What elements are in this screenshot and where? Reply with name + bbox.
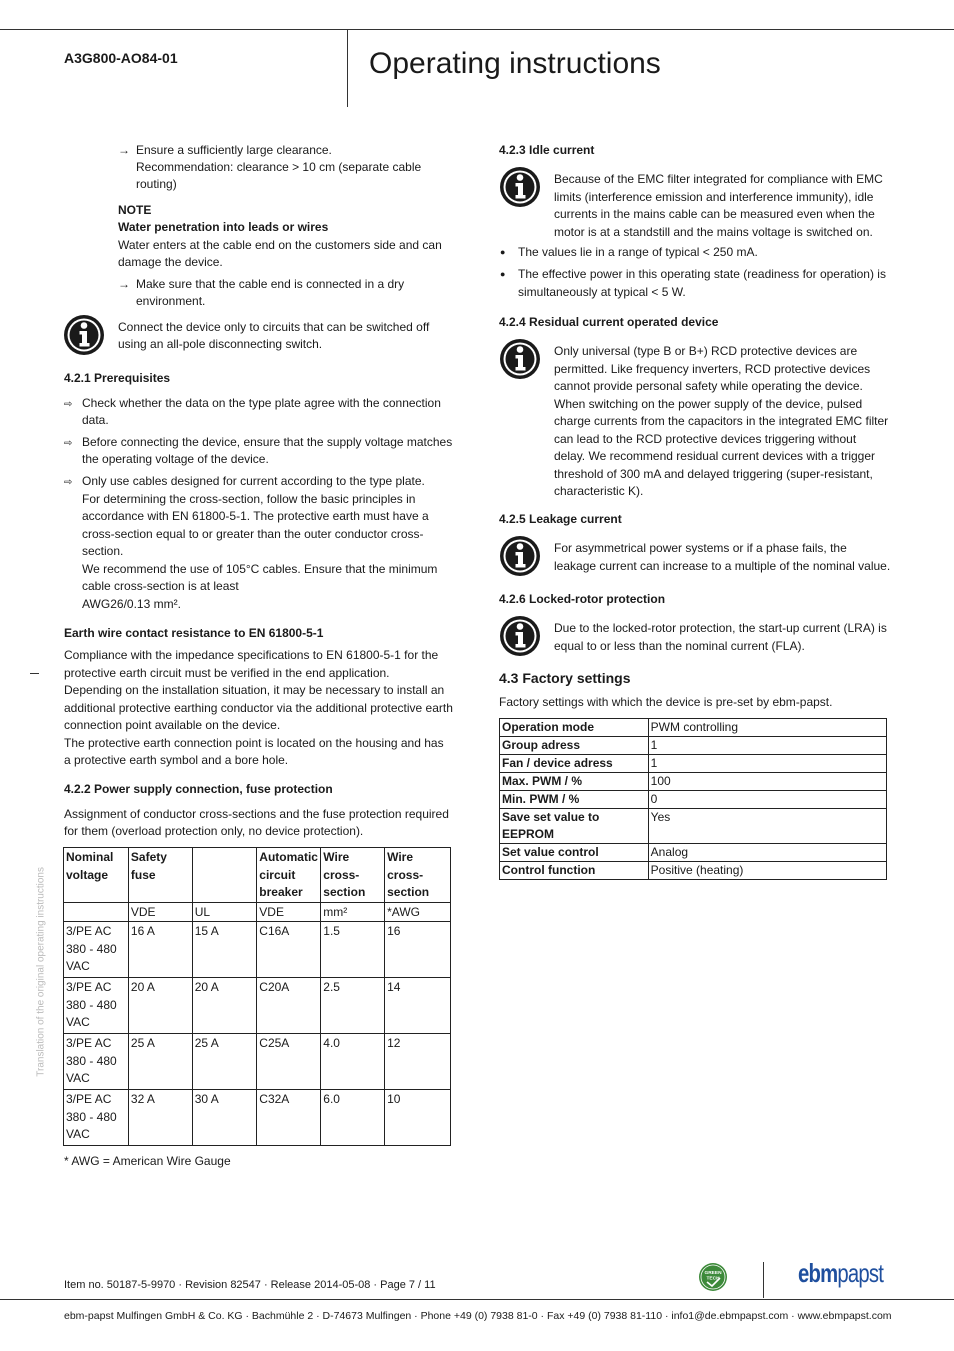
table-row (64, 978, 451, 1034)
footer-rule (0, 1299, 954, 1300)
table-row (500, 773, 887, 791)
rcd-info-block (554, 343, 888, 501)
rcd-info-line: cannot provide personal safety while operating the device. (554, 379, 863, 393)
voltage-cell: 3/PE AC 380 - 480 VAC (64, 922, 129, 978)
table-row (500, 737, 887, 755)
note-text-2: damage the device. (118, 255, 223, 269)
prereq-3-line: We recommend the use of 105°C cables. Ensure that the minimum (82, 561, 438, 576)
clearance-line-3: routing) (136, 177, 177, 191)
prereq-1-line-2: data. (82, 413, 109, 427)
voltage-cell: 3/PE AC 380 - 480 VAC (64, 1034, 129, 1090)
setting-value: PWM controlling (648, 719, 886, 737)
breaker-cell: C32A (257, 1090, 321, 1146)
table-row (500, 755, 887, 773)
green-tech-badge (698, 1262, 728, 1292)
rcd-info-line: Only universal (type B or B+) RCD protective devices are (554, 344, 858, 358)
vde-fuse-cell: 20 A (128, 978, 192, 1034)
prereq-3-line: accordance with EN 61800-5-1. The protective earth must have a (82, 509, 429, 523)
leak-info-line: leakage current can increase to a multiple of the nominal value. (554, 558, 891, 573)
power-text-2: for them (overload protection only, no device protection). (64, 824, 364, 838)
earth-text-line: connection point available on the device. (64, 718, 281, 732)
mm2-cell: 1.5 (321, 922, 385, 978)
logo-ebm: ebm (798, 1258, 838, 1288)
ebmpapst-logo (798, 1258, 883, 1288)
unit-cell (64, 902, 129, 922)
leak-heading: 4.2.5 Leakage current (499, 512, 622, 526)
setting-value: Yes (648, 809, 886, 844)
setting-value: 100 (648, 773, 886, 791)
setting-value: 0 (648, 791, 886, 809)
prereq-2-line-1: Before connecting the device, ensure that the supply voltage matches (82, 435, 453, 449)
table-row (64, 1034, 451, 1090)
note-subtitle: Water penetration into leads or wires (118, 220, 329, 234)
factory-settings-table (499, 718, 887, 880)
rcd-info-line: When switching on the power supply of the device, pulsed (554, 396, 863, 411)
setting-key: Group adress (500, 737, 649, 755)
info-icon (499, 338, 541, 380)
header-cell: Automatic circuit breaker (257, 848, 321, 903)
setting-key: Save set value to EEPROM (500, 809, 649, 844)
awg-cell: 10 (385, 1090, 451, 1146)
logo-papst: papst (837, 1258, 884, 1288)
vde-fuse-cell: 32 A (128, 1090, 192, 1146)
company-address-line: ebm-papst Mulfingen GmbH & Co. KG · Bachmühle 2 · D-74673 Mulfingen · Phone +49 (0) 7938 81-0 · Fax +49 (0) 7938 81-110 · info1@de.ebmpapst.com · www.ebmpapst.com (64, 1310, 892, 1322)
header-cell: Nominal voltage (64, 848, 129, 903)
prereq-3-line: cable cross-section is at least (82, 579, 239, 593)
breaker-cell: C16A (257, 922, 321, 978)
info-icon (499, 615, 541, 657)
double-arrow-icon: ⇨ (64, 477, 73, 488)
clearance-line-1: Ensure a sufficiently large clearance. (136, 143, 332, 157)
header-cell: Wire cross- section (321, 848, 385, 903)
vde-fuse-cell: 25 A (128, 1034, 192, 1090)
table-row (500, 719, 887, 737)
table-units-row (64, 902, 451, 922)
earth-text-line: protective earth circuit must be verified in the end application. (64, 665, 390, 680)
awg-footnote: * AWG = American Wire Gauge (64, 1154, 231, 1168)
awg-cell: 12 (385, 1034, 451, 1090)
awg-cell: 14 (385, 978, 451, 1034)
ul-fuse-cell: 25 A (192, 1034, 257, 1090)
prereq-3-line: For determining the cross-section, follow the basic principles in (82, 491, 416, 506)
logo-divider (763, 1262, 764, 1298)
margin-mark (30, 673, 39, 674)
setting-key: Set value control (500, 844, 649, 862)
info-icon (499, 535, 541, 577)
idle-info-line: limits (interference emission and interference immunity), idle (554, 189, 874, 204)
info-icon (499, 166, 541, 208)
locked-info-block (554, 620, 887, 655)
prereq-3-block (82, 473, 437, 613)
leak-info-block (554, 540, 890, 575)
unit-cell: UL (192, 902, 257, 922)
earth-text-block (64, 647, 453, 770)
setting-value: 1 (648, 737, 886, 755)
idle-bullet-2-line-2: simultaneously at typical < 5 W. (518, 285, 686, 299)
earth-heading: Earth wire contact resistance to EN 61800-5-1 (64, 626, 324, 640)
arrow-icon: → (118, 143, 130, 157)
svg-text:TECH: TECH (706, 1276, 720, 1282)
item-info-line: Item no. 50187-5-9970 · Revision 82547 · Release 2014-05-08 · Page 7 / 11 (64, 1279, 436, 1291)
idle-info-line: motor is at a standstill and the mains voltage is switched on. (554, 224, 873, 239)
ul-fuse-cell: 15 A (192, 922, 257, 978)
unit-cell: mm² (321, 902, 385, 922)
prereq-heading: 4.2.1 Prerequisites (64, 371, 171, 385)
sidebar-translation-note: Translation of the original operating instructions (35, 867, 47, 1077)
table-row (500, 862, 887, 880)
header-cell: Wire cross- section (385, 848, 451, 903)
ul-fuse-cell: 30 A (192, 1090, 257, 1146)
rcd-info-line: permitted. Like frequency inverters, RCD protective devices (554, 361, 871, 376)
setting-value: 1 (648, 755, 886, 773)
idle-heading: 4.2.3 Idle current (499, 143, 595, 157)
ul-fuse-cell: 20 A (192, 978, 257, 1034)
unit-cell: VDE (128, 902, 192, 922)
table-row (64, 922, 451, 978)
bullet-dot-icon: ● (500, 247, 506, 257)
double-arrow-icon: ⇨ (64, 399, 73, 410)
earth-text-line: a protective earth symbol and a bore hole. (64, 753, 289, 767)
setting-value: Positive (heating) (648, 862, 886, 880)
unit-cell: VDE (257, 902, 321, 922)
top-rule (0, 29, 954, 30)
idle-bullet-1: The values lie in a range of typical < 250 mA. (518, 245, 758, 259)
prereq-3-line: cross-section equal to or greater than the outer conductor cross- (82, 526, 424, 541)
bullet-dot-icon: ● (500, 269, 506, 279)
earth-text-line: additional protective earthing conductor via the additional protective earth (64, 700, 453, 715)
setting-key: Operation mode (500, 719, 649, 737)
note-title: NOTE (118, 203, 152, 217)
setting-key: Min. PWM / % (500, 791, 649, 809)
prereq-2-line-2: the operating voltage of the device. (82, 452, 269, 466)
header-cell (192, 848, 257, 903)
earth-text-line: The protective earth connection point is located on the housing and has (64, 735, 444, 750)
rcd-info-line: characteristic K). (554, 484, 644, 498)
leak-info-line: For asymmetrical power systems or if a phase fails, the (554, 541, 847, 555)
note-action-2: environment. (136, 294, 206, 308)
locked-heading: 4.2.6 Locked-rotor protection (499, 592, 666, 606)
setting-key: Control function (500, 862, 649, 880)
prereq-3-line: AWG26/0.13 mm². (82, 596, 181, 611)
factory-text: Factory settings with which the device is pre-set by ebm-papst. (499, 695, 833, 709)
info-icon (63, 314, 105, 356)
info-connect-2: using an all-pole disconnecting switch. (118, 337, 323, 351)
idle-info-block (554, 171, 883, 241)
vde-fuse-cell: 16 A (128, 922, 192, 978)
page-title: Operating instructions (369, 47, 661, 80)
rcd-info-line: delay. We recommend residual current devices with a trigger (554, 449, 876, 463)
setting-key: Fan / device adress (500, 755, 649, 773)
mm2-cell: 2.5 (321, 978, 385, 1034)
rcd-info-line: can lead to the RCD protective devices triggering without (554, 431, 857, 446)
table-row (500, 809, 887, 844)
idle-info-line: Because of the EMC filter integrated for compliance with EMC (554, 172, 883, 186)
model-number: A3G800-AO84-01 (64, 50, 178, 66)
mm2-cell: 4.0 (321, 1034, 385, 1090)
double-arrow-icon: ⇨ (64, 438, 73, 449)
mm2-cell: 6.0 (321, 1090, 385, 1146)
note-action-1: Make sure that the cable end is connected in a dry (136, 277, 405, 291)
table-row (500, 844, 887, 862)
note-text-1: Water enters at the cable end on the customers side and can (118, 238, 442, 252)
idle-info-line: currents in the mains cable can be measured even when the (554, 207, 875, 221)
header-divider (347, 29, 348, 107)
info-connect-1: Connect the device only to circuits that can be switched off (118, 320, 430, 334)
unit-cell: *AWG (385, 902, 451, 922)
prereq-3-line: Only use cables designed for current according to the type plate. (82, 474, 425, 488)
factory-heading: 4.3 Factory settings (499, 670, 631, 686)
breaker-cell: C20A (257, 978, 321, 1034)
earth-text-line: Depending on the installation situation, it may be necessary to install an (64, 683, 445, 697)
voltage-cell: 3/PE AC 380 - 480 VAC (64, 1090, 129, 1146)
awg-cell: 16 (385, 922, 451, 978)
rcd-info-line: charge currents from the capacitors in the integrated EMC filter (554, 414, 889, 428)
idle-bullet-2-line-1: The effective power in this operating state (readiness for operation) is (518, 267, 886, 281)
table-row (64, 1090, 451, 1146)
power-text-1: Assignment of conductor cross-sections and the fuse protection required (64, 807, 449, 821)
locked-info-line: equal to or less than the nominal current (FLA). (554, 638, 805, 653)
prereq-3-line: section. (82, 544, 124, 558)
voltage-cell: 3/PE AC 380 - 480 VAC (64, 978, 129, 1034)
rcd-info-line: threshold of 300 mA and delayed triggering (super-resistant, (554, 466, 873, 481)
power-heading: 4.2.2 Power supply connection, fuse protection (64, 782, 333, 796)
header-cell: Safety fuse (128, 848, 192, 903)
setting-value: Analog (648, 844, 886, 862)
table-row (500, 791, 887, 809)
locked-info-line: Due to the locked-rotor protection, the start-up current (LRA) is (554, 621, 887, 635)
breaker-cell: C25A (257, 1034, 321, 1090)
clearance-line-2: Recommendation: clearance > 10 cm (separate cable (136, 160, 422, 174)
setting-key: Max. PWM / % (500, 773, 649, 791)
svg-text:GREEN: GREEN (704, 1271, 722, 1276)
fuse-spec-table (63, 847, 451, 1146)
arrow-icon: → (118, 277, 130, 291)
earth-text-line: Compliance with the impedance specifications to EN 61800-5-1 for the (64, 648, 439, 662)
rcd-heading: 4.2.4 Residual current operated device (499, 315, 719, 329)
table-header-row (64, 848, 451, 903)
prereq-1-line-1: Check whether the data on the type plate agree with the connection (82, 396, 441, 410)
